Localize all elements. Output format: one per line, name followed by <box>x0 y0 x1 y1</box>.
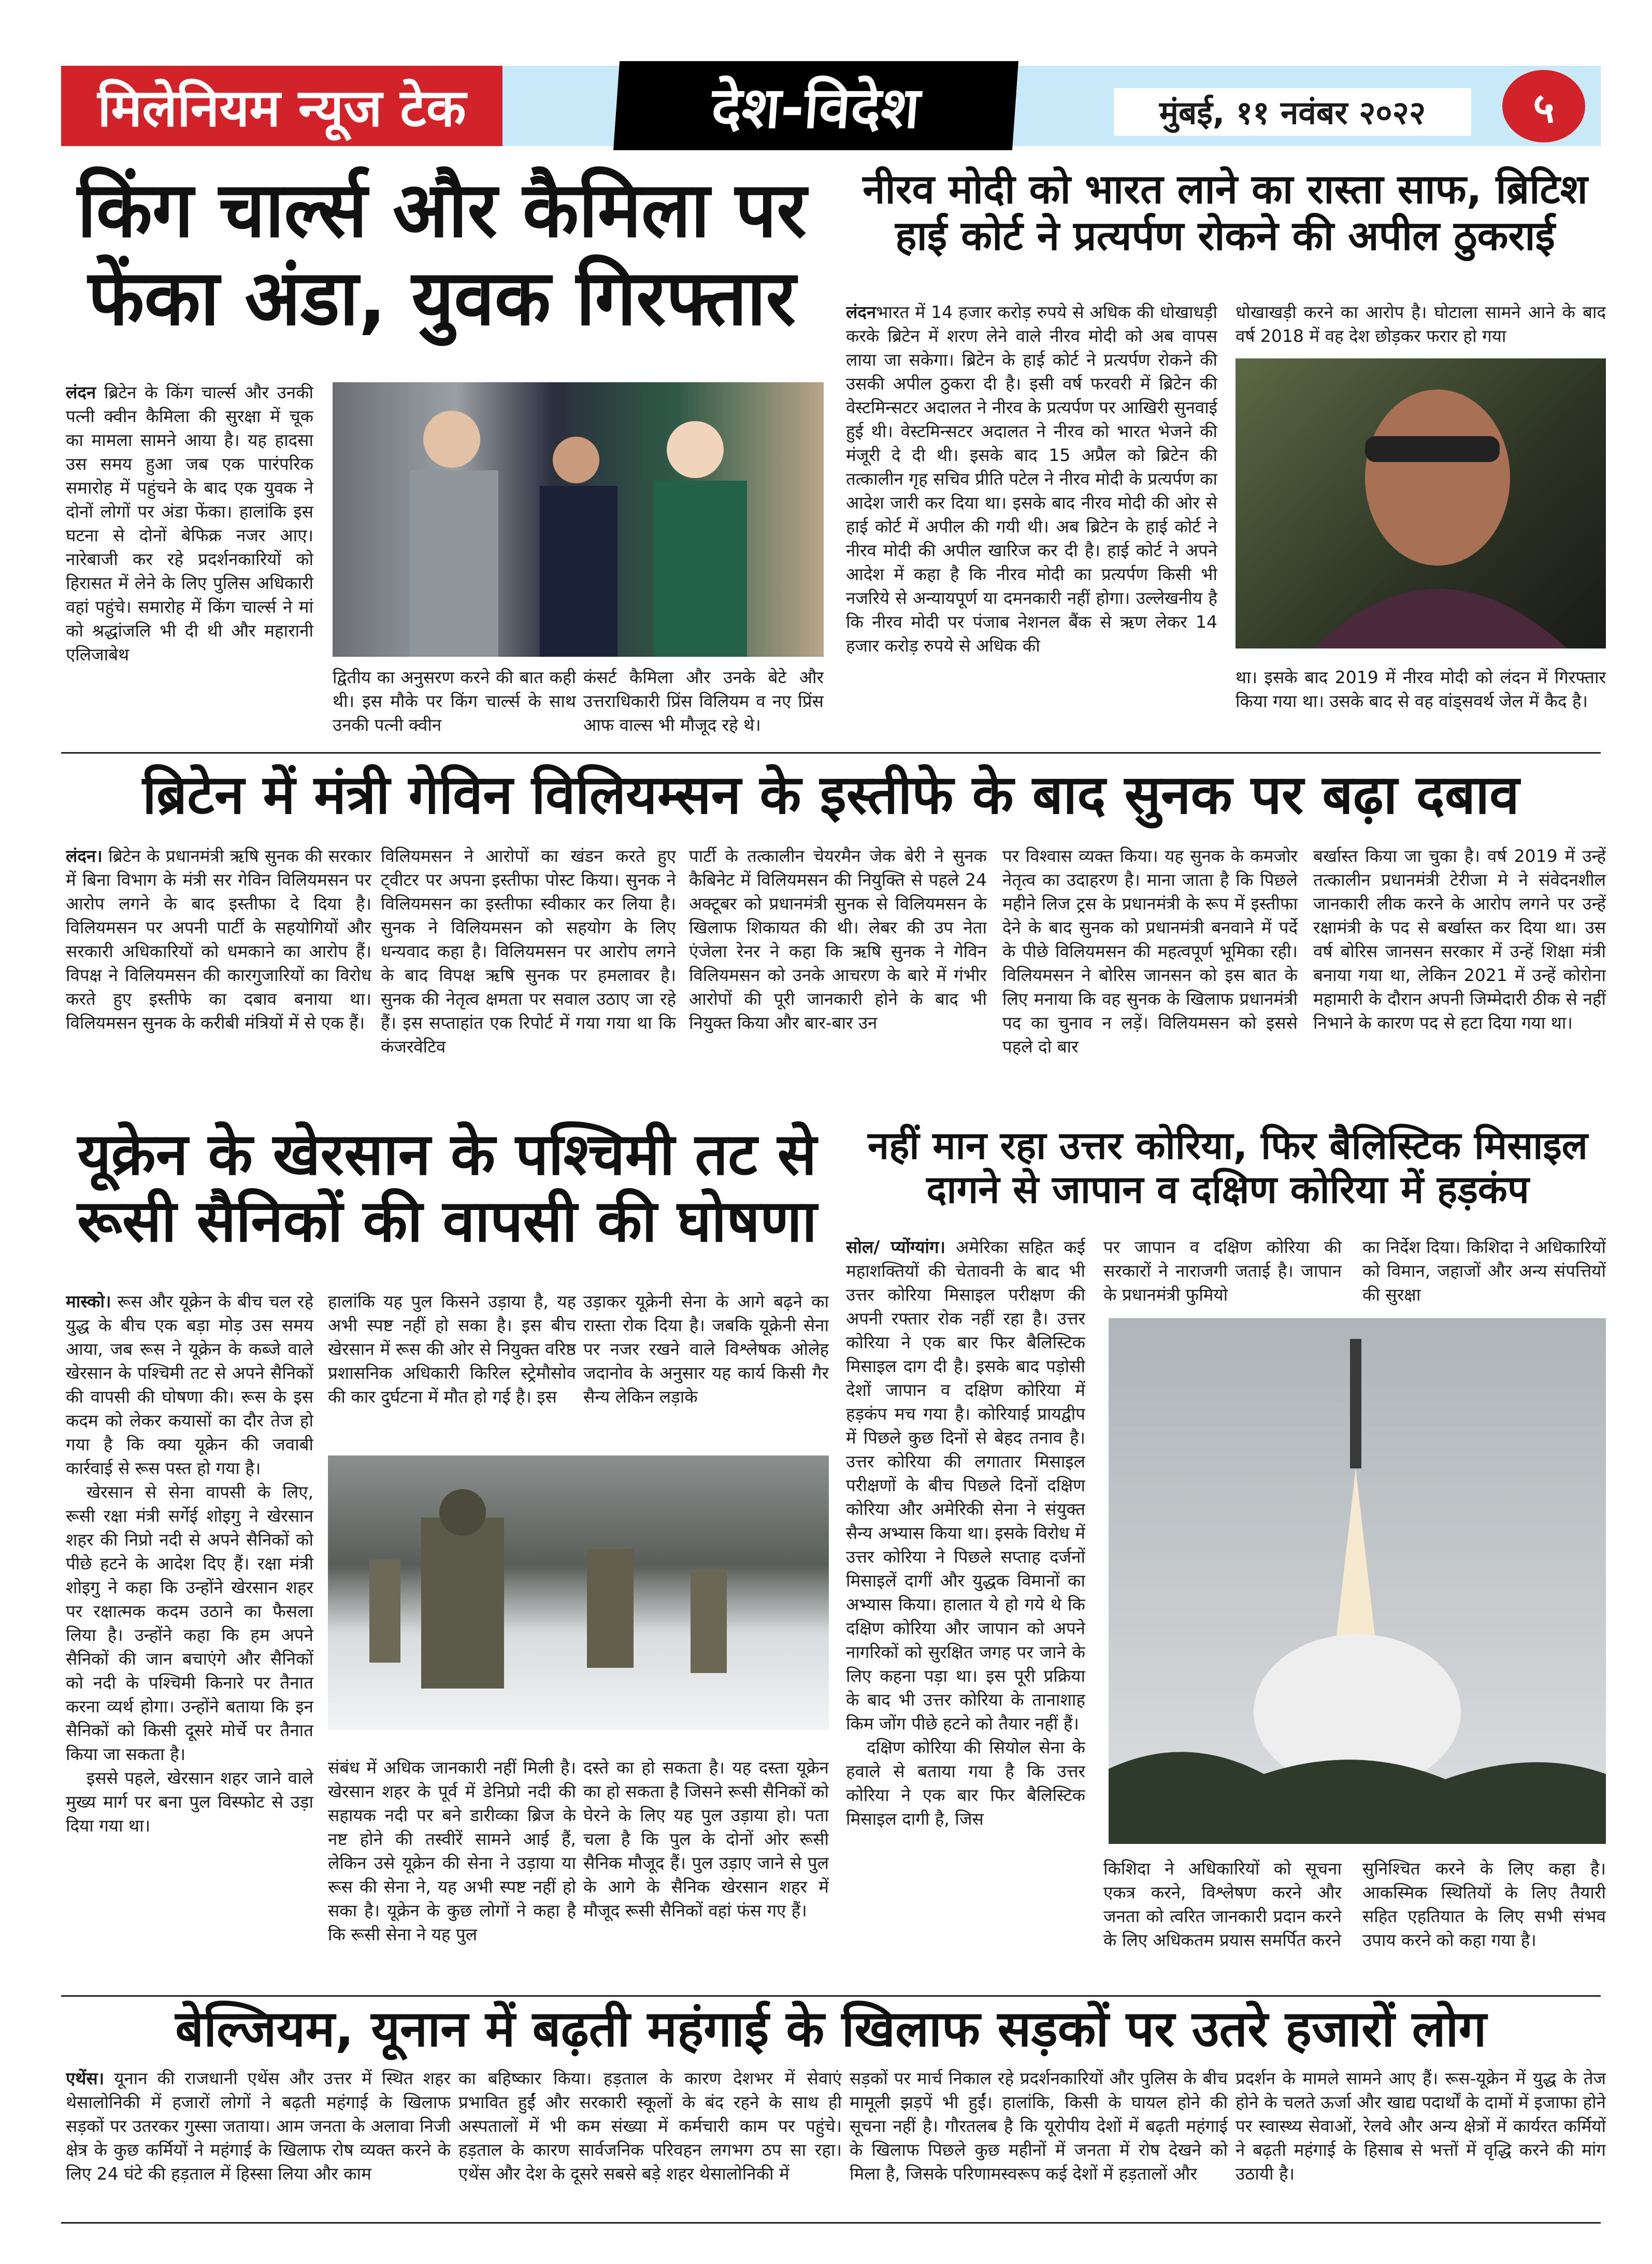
section-title-text: देश-विदेश <box>709 75 923 141</box>
headline-charles: किंग चार्ल्स और कैमिला पर फेंका अंडा, युवक गिरफ्तार <box>77 165 807 343</box>
page-number: ५ <box>1502 70 1585 142</box>
article-charles-col3: कंसर्ट कैमिला और उनके बेटे और उत्तराधिकारी प्रिंस विलियम व नए प्रिंस आफ वाल्स भी मौजूद रहे थे। <box>583 667 824 735</box>
body-text: अमेरिका सहित कई महाशक्तियों की चेतावनी के बाद भी उत्तर कोरिया मिसाइल परीक्षण की अपनी रफ्तार रोक नहीं रहा है। उत्तर कोरिया ने एक बार फिर बैलिस्टिक मिसाइल दाग दी है। इसके बाद पड़ोसी देशों जापान व दक्षिण कोरिया में हड़कंप मच गया है। कोरियाई प्रायद्वीप में पिछले कुछ दिनों से बेहद तनाव है। उत्तर कोरिया की लगातार मिसाइल परीक्षणों के बीच पिछले दिनों दक्षिण कोरिया और अमेरिकी सेना ने संयुक्त सैन्य अभ्यास किया था। इसके विरोध में उत्तर कोरिया ने पिछले सप्ताह दर्जनों मिसाइलें दागीं और युद्धक विमानों का अभ्यास किया। हालात ये हो गये थे कि दक्षिण कोरिया और जापान को अपने नागरिकों को सुरक्षित जगह पर जाने के लिए कहना पड़ा था। इस पूरी प्रक्रिया के बाद भी उत्तर कोरिया के तानाशाह किम जोंग पीछे हटने को तैयार नहीं हैं। <box>846 1237 1085 1734</box>
dateline: एथेंस। <box>66 2068 105 2088</box>
article-charles-col1 <box>66 381 313 743</box>
headline-kherson: यूक्रेन के खेरसान के पश्चिमी तट से रूसी सैनिकों की वापसी की घोषणा <box>77 1121 817 1255</box>
article-korea-col1 <box>846 1235 1085 1986</box>
article-korea-col3-top: का निर्देश दिया। किशिदा ने अधिकारियों को विमान, जहाजों और अन्य संपत्तियों की सुरक्षा <box>1362 1237 1606 1305</box>
photo-king-charles-camilla <box>333 382 824 657</box>
body-text: रूस और यूक्रेन के बीच चल रहे युद्ध के बीच एक बड़ा मोड़ उस समय आया, जब रूस ने यूक्रेन के कब्जे वाले खेरसान के पश्चिमी तट से अपने सैनिकों की वापसी की घोषणा की। रूस के इस कदम को लेकर कयासों का दौर तेज हो गया है कि क्या यूक्रेन की जवाबी कार्रवाई से रूस पस्त हो गया है। <box>66 1291 313 1478</box>
article-charles-col2: द्वितीय का अनुसरण करने की बात कही थी। इस मौके पर किंग चार्ल्स के साथ उनकी पत्नी क्वीन <box>333 667 576 735</box>
dateline: मास्को। <box>66 1291 111 1311</box>
masthead-logo: मिलेनियम न्यूज टेक <box>61 66 502 146</box>
body-text: ब्रिटेन के किंग चार्ल्स और उनकी पत्नी क्वीन कैमिला की सुरक्षा में चूक का मामला सामने आया है। यह हादसा उस समय हुआ जब एक पारंपरिक समारोह में पहुंचने के बाद एक युवक ने दोनों लोगों पर अंडा फेंका। हालांकि इस घटना से दोनों बेफिक्र नजर आए। नारेबाजी कर रहे प्रदर्शनकारियों को हिरासत में लेने के लिए पुलिस अधिकारी वहां पहुंचे। समारोह में किंग चार्ल्स ने मां को श्रद्धांजलि भी दी थी और महारानी एलिजाबेथ <box>66 382 313 665</box>
article-greece-col1 <box>66 2067 451 2212</box>
photo-missile-launch <box>1109 1318 1606 1844</box>
article-korea-col3-bottom: सुनिश्चित करने के लिए कहा है। आकस्मिक स्थितियों के लिए तैयारी सहित एहतियात के लिए सभी संभव उपाय करने को कहा गया है। <box>1362 1858 1606 1950</box>
article-kherson-col1 <box>66 1290 313 1986</box>
article-kherson-col3-bottom: दस्ते का हो सकता है। यह दस्ता यूक्रेन का हो सकता है जिसने रूसी सैनिकों को घेरने के लिए यह पुल उड़ाया हो। पता चला है कि पुल के दोनों ओर रूसी सैनिक मौजूद हैं। पुल उड़ाए जाने से पुल के आगे के सैनिक खेरसान शहर में मौजूद रूसी सैनिकों वहां फंस गए हैं। <box>583 1757 829 1921</box>
article-nirav-col2-bottom: था। इसके बाद 2019 में नीरव मोदी को लंदन में गिरफ्तार किया गया था। उसके बाद से वह वांड्सवर्थ जेल में कैद है। <box>1236 667 1606 711</box>
headline-korea: नहीं मान रहा उत्तर कोरिया, फिर बैलिस्टिक मिसाइल दागने से जापान व दक्षिण कोरिया में हड़कंप <box>868 1123 1588 1213</box>
dateline: लंदन <box>66 382 96 402</box>
divider <box>61 1995 1601 1997</box>
photo-nirav-modi <box>1236 358 1606 648</box>
body-text: दक्षिण कोरिया की सियोल सेना के हवाले से बताया गया है कि उत्तर कोरिया ने एक बार फिर बैलिस्टिक मिसाइल दागी है, जिस <box>846 1737 1085 1829</box>
article-korea-col2-bottom: किशिदा ने अधिकारियों को सूचना एकत्र करने, विश्लेषण करने और जनता को त्वरित जानकारी प्रदान करने के लिए अधिकतम प्रयास समर्पित करने <box>1103 1858 1342 1950</box>
article-sunak-col3: पार्टी के तत्कालीन चेयरमैन जेक बेरी ने सुनक कैबिनेट में विलियमसन की नियुक्ति से पहले 24 अक्टूबर को प्रधानमंत्री सुनक से विलियमसन के खिलाफ शिकायत की थी। लेबर की उप नेता एंजेला रेनर ने कहा कि ऋषि सुनक ने गेविन विलियमसन को उनके आचरण के बारे में गंभीर आरोपों की पूरी जानकारी होने के बाद भी नियुक्त किया और बार-बार उन <box>689 846 987 1033</box>
dateline: लंदन <box>846 302 877 322</box>
dateline: लंदन। <box>66 846 103 866</box>
bottom-rule <box>61 2222 1601 2224</box>
article-sunak-col5: बर्खास्त किया जा चुका है। वर्ष 2019 में उन्हें तत्कालीन प्रधानमंत्री टेरीजा मे ने संवेदनशील जानकारी लीक करने के आरोप लगने पर उन्हें रक्षामंत्री के पद से बर्खास्त कर दिया था। उस वर्ष बोरिस जानसन सरकार में उन्हें शिक्षा मंत्री बनाया गया था, लेकिन 2021 में उन्हें कोरोना महामारी के दौरान अपनी जिम्मेदारी ठीक से नहीं निभाने के कारण पद से हटा दिया गया था। <box>1313 846 1606 1033</box>
photo-figures <box>333 382 824 657</box>
article-kherson-col3-top: उड़ाकर यूक्रेनी सेना के आगे बढ़ने का रास्ता रोक दिया है। जबकि यूक्रेनी सेना पर नजर रखने वाले विश्लेषक ओलेह जदानोव के अनुसार यह कार्य किसी गैर सैन्य लेकिन लड़ाके <box>583 1291 829 1407</box>
article-greece-col3: सड़कों पर मार्च निकाल रहे प्रदर्शनकारियों और पुलिस के बीच मामूली झड़पें भी हुईं। हालांकि, किसी के घायल होने की सूचना नहीं है। गौरतलब है कि यूरोपीय देशों में बढ़ती महंगाई के खिलाफ पिछले कुछ महीनों में जनता में रोष देखने को मिला है, जिसके परिणामस्वरूप कई देशों में हड़तालों और <box>850 2068 1228 2184</box>
headline-greece: बेल्जियम, यूनान में बढ़ती महंगाई के खिलाफ सड़कों पर उतरे हजारों लोग <box>175 2000 1487 2058</box>
issue-date: मुंबई, ११ नवंबर २०२२ <box>1114 88 1471 136</box>
article-nirav-col2-top: धोखाखड़ी करने का आरोप है। घोटाला सामने आने के बाद वर्ष 2018 में वह देश छोड़कर फरार हो गया <box>1236 302 1606 346</box>
article-sunak-col4: पर विश्वास व्यक्त किया। यह सुनक के कमजोर नेतृत्व का उदाहरण है। माना जाता है कि पिछले महीने लिज ट्रस के प्रधानमंत्री के रूप में इस्तीफा देने के बाद सुनक को प्रधानमंत्री बनवाने में पर्दे के पीछे विलियमसन की महत्वपूर्ण भूमिका रही। विलियमसन ने बोरिस जानसन को इस बात के लिए मनाया कि वह सुनक के खिलाफ प्रधानमंत्री पद का चुनाव न लड़ें। विलियमसन को इससे पहले दो बार <box>1002 846 1298 1057</box>
section-title <box>613 61 1018 150</box>
dateline: सोल/ प्योंग्यांग। <box>846 1237 946 1257</box>
photo-soldiers <box>328 1455 829 1730</box>
article-sunak-col1 <box>66 844 371 1101</box>
photo-portrait <box>1236 358 1606 648</box>
body-text: भारत में 14 हजार करोड़ रुपये से अधिक की धोखाधड़ी करके ब्रिटेन में शरण लेने वाले नीरव मोदी को अब वापस लाया जा सकेगा। ब्रिटेन के हाई कोर्ट ने प्रत्यर्पण रोकने की उसकी अपील ठुकरा दी है। इसी वर्ष फरवरी में ब्रिटेन की वेस्टमिन्सटर अदालत ने नीरव के प्रत्यर्पण पर आखिरी सुनवाई हुई थी। वेस्टमिन्सटर अदालत ने नीरव को भारत भेजने की मंजूरी दे दी थी। इसके बाद 15 अप्रैल को ब्रिटेन की तत्कालीन गृह सचिव प्रीति पटेल ने नीरव मोदी के प्रत्यर्पण का आदेश जारी कर दिया था। इसके बाद नीरव मोदी की ओर से हाई कोर्ट में अपील की गयी थी। अब ब्रिटेन के हाई कोर्ट ने नीरव मोदी की अपील खारिज कर दी है। हाई कोर्ट ने अपने आदेश में कहा है कि नीरव मोदी का प्रत्यर्पण किसी भी नजरिये से अन्यायपूर्ण या दमनकारी नहीं होगा। उल्लेखनीय है कि नीरव मोदी पर पंजाब नेशनल बैंक से ऋण लेकर 14 हजार करोड़ रुपये से अधिक की <box>846 302 1217 656</box>
divider <box>61 752 1601 754</box>
body-text: ब्रिटेन के प्रधानमंत्री ऋषि सुनक की सरकार में बिना विभाग के मंत्री सर गेविन विलियमसन पर आरोप लगने के बाद इस्तीफा दे दिया है। विलियमसन पर अपनी पार्टी के सहयोगियों और सरकारी अधिकारियों को धमकाने का आरोप हैं। विपक्ष ने विलियमसन की कारगुजारियों का विरोध करते हुए इस्तीफे का दबाव बनाया था। विलियमसन सुनक के करीबी मंत्रियों में से एक हैं। <box>66 846 371 1033</box>
body-text: यूनान की राजधानी एथेंस और उत्तर में स्थित शहर थेसालोनिकी में हजारों लोगों ने बढ़ती महंगाई के खिलाफ सड़कों पर उतरकर गुस्सा जताया। आम जनता के अलावा निजी क्षेत्र के कुछ कर्मियों ने महंगाई के खिलाफ रोष व्यक्त करने के लिए 24 घंटे की हड़ताल में हिस्सा लिया और काम <box>66 2068 451 2184</box>
article-greece-col2: का बहिष्कार किया। हड़ताल के कारण देशभर में सेवाएं प्रभावित हुईं और सरकारी स्कूलों के बंद रहने के साथ ही अस्पतालों में भी कम संख्या में कर्मचारी काम पर पहुंचे। हड़ताल के कारण सार्वजनिक परिवहन लगभग ठप सा रहा। एथेंस और देश के दूसरे सबसे बड़े शहर थेसालोनिकी में <box>458 2068 842 2184</box>
article-korea-col2-top: पर जापान व दक्षिण कोरिया की सरकारों ने नाराजगी जताई है। जापान के प्रधानमंत्री फुमियो <box>1103 1237 1342 1305</box>
photo-missile <box>1109 1318 1606 1844</box>
article-kherson-col2-bottom: संबंध में अधिक जानकारी नहीं मिली है। खेरसान शहर के पूर्व में डेनिप्रो नदी की सहायक नदी पर बने डारीव्का ब्रिज के नष्ट होने की तस्वीरें सामने आई हैं, लेकिन उसे यूक्रेन की सेना ने उड़ाया या रूस की सेना ने, यह अभी स्पष्ट नहीं हो सका है। यूक्रेन के कुछ लोगों ने कहा है कि रूसी सेना ने यह पुल <box>328 1757 576 1944</box>
article-nirav-col1 <box>846 300 1217 743</box>
headline-nirav: नीरव मोदी को भारत लाने का रास्ता साफ, ब्रिटिश हाई कोर्ट ने प्रत्यर्पण रोकने की अपील ठुकराई <box>863 166 1588 259</box>
article-greece-col4: प्रदर्शन के मामले सामने आए हैं। रूस-यूक्रेन में युद्ध के तेज होने के चलते ऊर्जा और खाद्य पदार्थों के दामों में इजाफा होने पर स्वास्थ्य सेवाओं, रेलवे और अन्य क्षेत्रों में कार्यरत कर्मियों ने बढ़ती महंगाई के हिसाब से भत्तों में वृद्धि करने की मांग उठायी है। <box>1236 2068 1606 2184</box>
article-sunak-col2: विलियमसन ने आरोपों का खंडन करते हुए ट्वीटर पर अपना इस्तीफा पोस्ट किया। सुनक ने विलियमसन का इस्तीफा स्वीकार कर लिया है। सुनक ने विलियमसन को सहयोग के लिए धन्यवाद कहा है। विलियमसन पर आरोप लगने के बाद विपक्ष ऋषि सुनक पर हमलावर है। सुनक की नेतृत्व क्षमता पर सवाल उठाए जा रहे हैं। इस सप्ताहांत एक रिपोर्ट में गया गया था कि कंजरवेटिव <box>381 846 676 1057</box>
body-text: इससे पहले, खेरसान शहर जाने वाले मुख्य मार्ग पर बना पुल विस्फोट से उड़ा दिया गया था। <box>66 1768 313 1836</box>
photo-soldiers-snow <box>328 1455 829 1730</box>
article-kherson-col2-top: हालांकि यह पुल किसने उड़ाया है, यह अभी स्पष्ट नहीं हो सका है। इस बीच खेरसान में रूस की ओर से नियुक्त वरिष्ठ प्रशासनिक अधिकारी किरिल स्ट्रेमौसोव की कार दुर्घटना में मौत हो गई है। इस <box>328 1291 576 1407</box>
body-text: खेरसान से सेना वापसी के लिए, रूसी रक्षा मंत्री सर्गेई शोइगु ने खेरसान शहर की निप्रो नदी से अपने सैनिकों को पीछे हटने के आदेश दिए हैं। रक्षा मंत्री शोइगु ने कहा कि उन्होंने खेरसान शहर पर रक्षात्मक कदम उठाने का फैसला लिया है। उन्होंने कहा कि हम अपने सैनिकों की जान बचाएंगे और सैनिकों को नदी के पश्चिमी किनारे पर तैनात करना व्यर्थ होगा। उन्होंने बताया कि इन सैनिकों को किसी दूसरे मोर्चे पर तैनात किया जा सकता है। <box>66 1482 313 1764</box>
headline-sunak: ब्रिटेन में मंत्री गेविन विलियम्सन के इस्तीफे के बाद सुनक पर बढ़ा दबाव <box>142 763 1519 826</box>
